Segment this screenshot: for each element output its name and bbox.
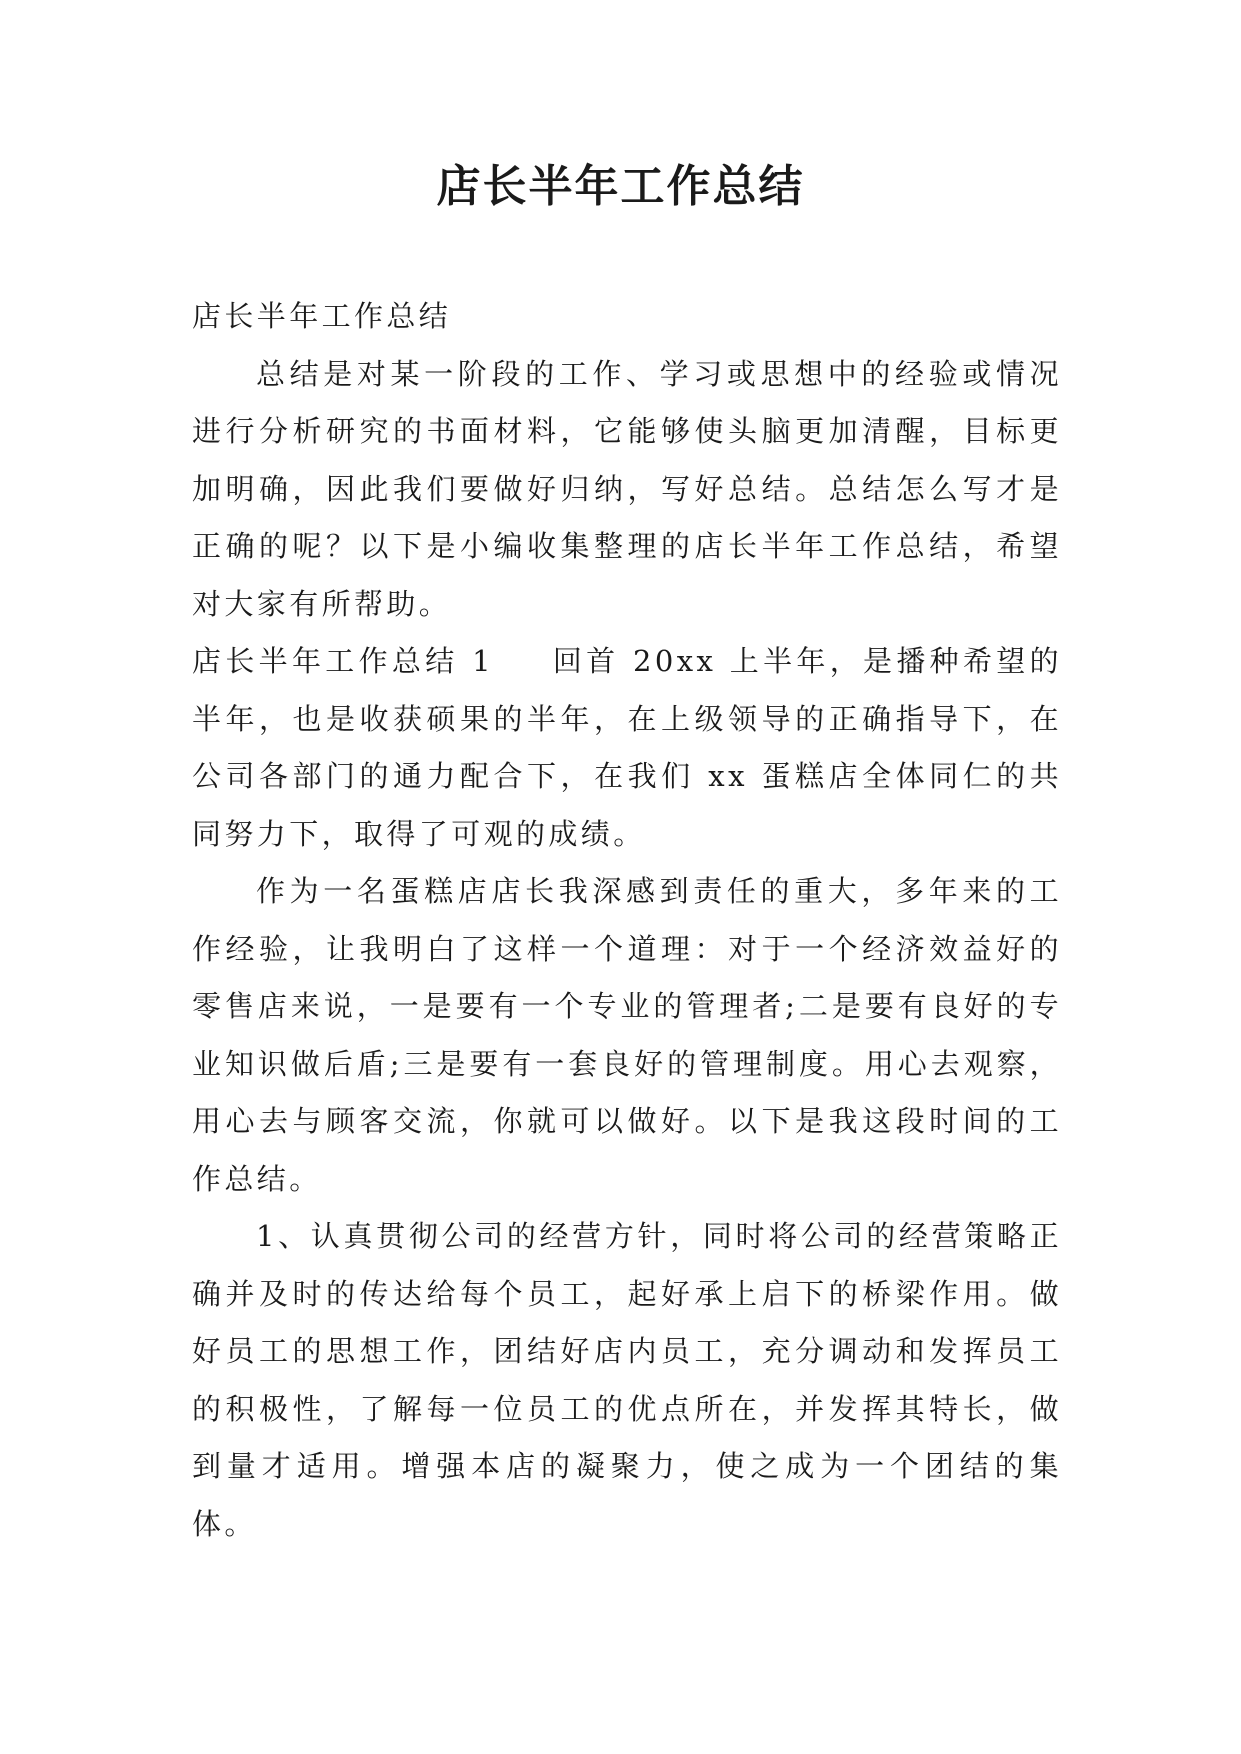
subtitle-paragraph: 店长半年工作总结 xyxy=(192,299,452,333)
document-title: 店长半年工作总结 xyxy=(436,161,805,212)
experience-paragraph: 作为一名蛋糕店店长我深感到责任的重大，多年来的工作经验，让我明白了这样一个道理：对于一个经济效益好的零售店来说，一是要有一个专业的管理者;二是要有良好的专业知识做后盾;三是要有一套良好的管理制度。用心去观察，用心去与顾客交流，你就可以做好。以下是我这段时间的工作总结。 xyxy=(192,874,1062,1196)
section-1-heading: 店长半年工作总结 1 xyxy=(192,644,494,678)
point-1-paragraph: 1、认真贯彻公司的经营方针，同时将公司的经营策略正确并及时的传达给每个员工，起好承上启下的桥梁作用。做好员工的思想工作，团结好店内员工，充分调动和发挥员工的积极性，了解每一位员工的优点所在，并发挥其特长，做到量才适用。增强本店的凝聚力，使之成为一个团结的集体。 xyxy=(192,1219,1062,1541)
intro-paragraph: 总结是对某一阶段的工作、学习或思想中的经验或情况进行分析研究的书面材料，它能够使头脑更加清醒，目标更加明确，因此我们要做好归纳，写好总结。总结怎么写才是正确的呢？以下是小编收集整理的店长半年工作总结，希望对大家有所帮助。 xyxy=(192,356,1062,621)
section-1-paragraph xyxy=(192,633,1062,863)
section-1-body: 回首 20xx 上半年，是播种希望的半年，也是收获硕果的半年，在上级领导的正确指导下，在公司各部门的通力配合下，在我们 xx 蛋糕店全体同仁的共同努力下，取得了可观的成绩。 xyxy=(192,644,1063,851)
document-body xyxy=(192,288,1062,1553)
